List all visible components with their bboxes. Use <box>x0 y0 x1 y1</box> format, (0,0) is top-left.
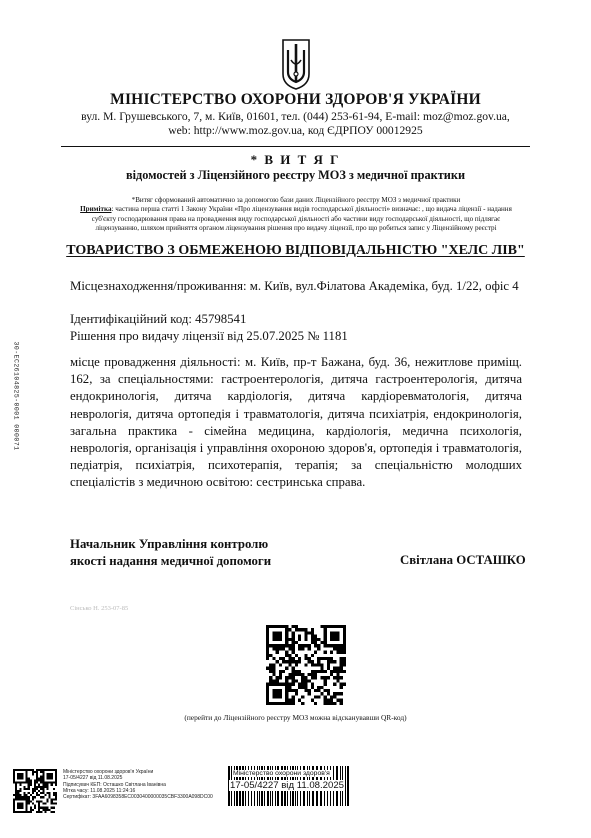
digital-signature-info <box>63 769 213 800</box>
header-divider <box>61 146 530 147</box>
ministry-name: МІНІСТЕРСТВО ОХОРОНИ ЗДОРОВ'Я УКРАЇНИ <box>110 91 481 108</box>
license-decision: Рішення про видачу ліцензії від 25.07.2025 № 1181 <box>70 329 348 343</box>
company-location: Місцезнаходження/проживання: м. Київ, вул.Філатова Академіка, буд. 1/22, офіс 4 <box>70 279 519 293</box>
stamp-organization: Міністерство охорони здоров'я <box>233 770 330 777</box>
sig-info-line: Підписувач КЕП: Осташко Світлана Іванівна <box>63 781 166 788</box>
sig-info-line: Сертифікат: 3FAA6098358EC0030400000035CBF3300A098DC00 <box>63 794 213 801</box>
stamp-registration-number: 17-05/4227 від 11.08.2025 <box>230 780 345 791</box>
ministry-address <box>60 110 531 138</box>
sig-info-line: 17-05/4227 від 11.08.2025 <box>63 775 123 782</box>
document-subtitle: відомостей з Ліцензійного реєстру МОЗ з медичної практики <box>125 168 466 182</box>
web-line: web: http://www.moz.gov.ua, код ЄДРПОУ 00012925 <box>168 124 423 137</box>
note-legal <box>70 205 522 233</box>
company-name: ТОВАРИСТВО З ОБМЕЖЕНОЮ ВІДПОВІДАЛЬНІСТЮ "ХЕЛС ЛІВ" <box>66 243 525 258</box>
activity-specialties: місце провадження діяльності: м. Київ, пр-т Бажана, буд. 36, нежитлове приміщ. 162, за спеціальностями: гастроентерологія, дитяча гастроентерологія, дитяча ендокринологія, дитяча кардіологія, дитяча кардіоревматологія, дитяча неврологія, дитяча ортопедія і травматологія, дитяча психіатрія, ендокринологія, загальна практика - сімейна медицина, кардіологія, медична психологія, неврологія, організація і управління охороною здоров'я, ортопедія і травматологія, педіатрія, психіатрія, психотерапія, терапія; за спеціальністю молодших спеціалістів з медичною освітою: сестринська справа. <box>70 355 522 490</box>
qr-caption: (перейти до Ліцензійного реєстру МОЗ можна відсканувавши QR-код) <box>184 713 407 722</box>
note-block <box>70 196 522 233</box>
document-title: * В И Т Я Г <box>250 152 341 167</box>
sig-info-line: Мітка часу: 11.08.2025 11:24:16 <box>63 787 136 794</box>
faint-contact: Сінсько Н. 253-07-85 <box>70 605 129 612</box>
position-line: Начальник Управління контролю <box>70 537 269 551</box>
address-line: вул. М. Грушевського, 7, м. Київ, 01601, тел. (044) 253-61-94, E-mail: moz@moz.gov.ua, <box>81 110 510 123</box>
coat-of-arms-trident-icon <box>280 38 312 90</box>
registry-qr-code[interactable] <box>266 625 346 705</box>
vertical-document-code <box>11 342 21 450</box>
position-line: якості надання медичної допомоги <box>70 554 272 568</box>
sig-info-line: Міністерство охорони здоров'я України <box>63 769 154 775</box>
note-text: : частина перша статті 1 Закону України «Про ліцензування видів господарської діяльності» визначає: , що видача ліцензії - надання суб'єкту господарювання права на провадження виду господарської діяльності або частини виду господарської діяльності, що підлягає ліцензуванню, шляхом прийняття органом ліцензування рішення про видачу ліцензії, про що робиться запис у Ліцензійному реєстрі <box>91 205 512 232</box>
note-auto-generated: *Витяг сформований автоматично за допомогою бази даних Ліцензійного реєстру МОЗ з медичної практики <box>131 196 461 204</box>
company-code: Ідентифікаційний код: 45798541 <box>70 312 247 326</box>
signature-qr-code[interactable] <box>13 769 57 813</box>
vertical-code-text: 30-ЕС26104825-0001 000071 <box>12 341 20 451</box>
signatory-position <box>70 536 271 570</box>
signatory-name: Світлана ОСТАШКО <box>400 553 526 567</box>
note-label: Примітка <box>80 205 112 214</box>
